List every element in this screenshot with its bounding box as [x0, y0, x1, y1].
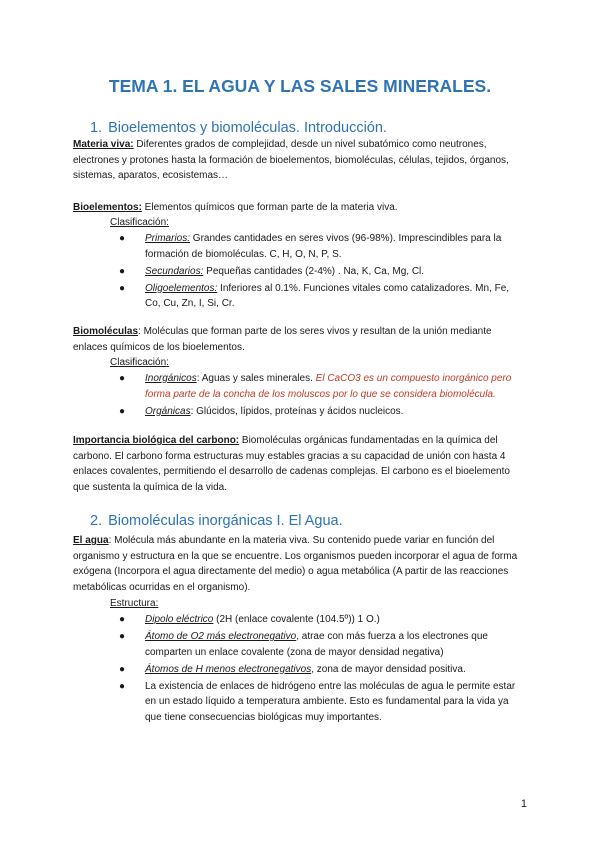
- hidrogeno-term: Átomos de H menos electronegativos: [145, 663, 312, 675]
- dipolo-term: Dipolo eléctrico: [145, 614, 214, 625]
- oxigeno-text: , atrae con más fuerza a los electrones que comparten un enlace covalente (zona de mayor densidad negativa): [145, 631, 488, 658]
- bullet-icon: ●: [119, 631, 126, 642]
- section-1-number: 1.: [90, 120, 103, 136]
- biomoleculas-text: : Moléculas que forman parte de los seres vivos y resultan de la unión mediante enlaces químicos de los bioelementos.: [73, 326, 492, 353]
- bullet-icon: ●: [119, 405, 126, 417]
- materia-viva-paragraph: [73, 137, 525, 184]
- agua-term: El agua: [73, 535, 109, 546]
- secundarios-term: Secundarios:: [145, 265, 204, 277]
- bullet-icon: ●: [119, 373, 126, 384]
- section-2-heading-text: Biomoléculas inorgánicas I. El Agua.: [108, 513, 343, 529]
- inorganicos-text: : Aguas y sales minerales.: [196, 373, 316, 384]
- section-2-heading: [90, 513, 343, 529]
- enlaces-hidrogeno-text: La existencia de enlaces de hidrógeno entre las moléculas de agua le permite estar en un estado líquido a temperatura ambiente. Esto es fundamental para la vida ya que tiene consecuencias biológicas muy importantes.: [145, 680, 516, 723]
- primarios-text: Grandes cantidades en seres vivos (96-98%). Imprescindibles para la formación de biomoléculas. C, H, O, N, P, S.: [145, 233, 502, 260]
- bioelementos-paragraph: [73, 200, 525, 216]
- agua-text: : Molécula más abundante en la materia viva. Su contenido puede variar en función del organismo y estructura en la que se encuentre. Los organismos pueden incorporar el agua de forma exógena (Incorpora el agua directamente del medio) o agua metabólica (A partir de las reacciones metabólicas ocurridas en el organismo).: [73, 535, 518, 593]
- secundarios-text: Pequeñas cantidades (2-4%) . Na, K, Ca, Mg, Cl.: [203, 265, 425, 277]
- hidrogeno-text: , zona de mayor densidad positiva.: [311, 663, 466, 675]
- bullet-icon: ●: [119, 233, 126, 244]
- bullet-icon: ●: [119, 614, 126, 625]
- biomoleculas-clasificacion-label: Clasificación: [110, 357, 167, 368]
- agua-paragraph: [73, 533, 525, 595]
- materia-viva-term: Materia viva:: [73, 139, 134, 150]
- oxigeno-term: Átomo de O2 más electronegativo: [145, 631, 297, 642]
- page-number: 1: [520, 798, 527, 810]
- materia-viva-text: Diferentes grados de complejidad, desde un nivel subatómico como neutrones, electrones y protones hasta la formación de bioelementos, biomoléculas, células, tejidos, órganos, sistemas, aparatos, ecosistemas…: [73, 139, 509, 181]
- oligoelementos-text: Inferiores al 0.1%. Funciones vitales como catalizadores. Mn, Fe, Co, Cu, Zn, I, Si, Cr.: [145, 282, 510, 309]
- bioelementos-text: Elementos químicos que forman parte de la materia viva.: [141, 202, 398, 213]
- bioelementos-list: [110, 231, 525, 313]
- list-item: [110, 679, 525, 726]
- estructura-label: Estructura: [110, 598, 156, 609]
- bullet-icon: ●: [119, 663, 126, 675]
- carbono-term: Importancia biológica del carbono:: [73, 435, 240, 446]
- list-item: [110, 629, 525, 660]
- page-title: TEMA 1. EL AGUA Y LAS SALES MINERALES.: [108, 76, 492, 96]
- carbono-paragraph: [73, 433, 525, 495]
- bioelementos-clasificacion: Clasificación:: [110, 217, 169, 228]
- list-item: [110, 281, 525, 312]
- inorganicos-term: Inorgánicos: [145, 373, 197, 384]
- organicas-term: Orgánicas: [145, 405, 191, 417]
- estructura-list: [110, 612, 525, 727]
- inorganicos-note: El CaCO3 es un compuesto inorgánico pero forma parte de la concha de los moluscos por lo que se considera biomolécula.: [145, 373, 512, 400]
- bullet-icon: ●: [119, 680, 126, 692]
- biomoleculas-list: [110, 371, 525, 421]
- primarios-term: Primarios:: [145, 233, 191, 244]
- list-item: [110, 612, 525, 628]
- carbono-text: Biomoléculas orgánicas fundamentadas en la química del carbono. El carbono forma estructuras muy estables gracias a su capacidad de unión con hasta 4 enlaces covalentes, permitiendo el desarrollo de cadenas complejas. El carbono es el bioelemento que sustenta la química de la vida.: [73, 435, 510, 493]
- section-1-heading-text: Bioelementos y biomoléculas. Introducción.: [108, 120, 387, 136]
- bullet-icon: ●: [119, 282, 126, 294]
- list-item: [110, 264, 525, 280]
- biomoleculas-term: Biomoléculas: [73, 326, 139, 337]
- biomoleculas-clasificacion: Clasificación:: [110, 357, 169, 368]
- list-item: [110, 662, 525, 678]
- bioelementos-clasificacion-label: Clasificación: [110, 217, 167, 228]
- biomoleculas-paragraph: [73, 324, 525, 355]
- bioelementos-term: Bioelementos:: [73, 202, 142, 213]
- organicas-text: : Glúcidos, lípidos, proteínas y ácidos nucleicos.: [190, 405, 404, 417]
- section-2-number: 2.: [90, 513, 103, 529]
- bullet-icon: ●: [119, 265, 126, 277]
- section-1-heading: [90, 120, 387, 136]
- estructura-label-row: Estructura:: [110, 598, 159, 609]
- list-item: [110, 404, 525, 420]
- dipolo-text: (2H (enlace covalente (104.5º)) 1 O.): [213, 614, 380, 625]
- list-item: [110, 371, 525, 402]
- list-item: [110, 231, 525, 262]
- oligoelementos-term: Oligoelementos:: [145, 282, 218, 294]
